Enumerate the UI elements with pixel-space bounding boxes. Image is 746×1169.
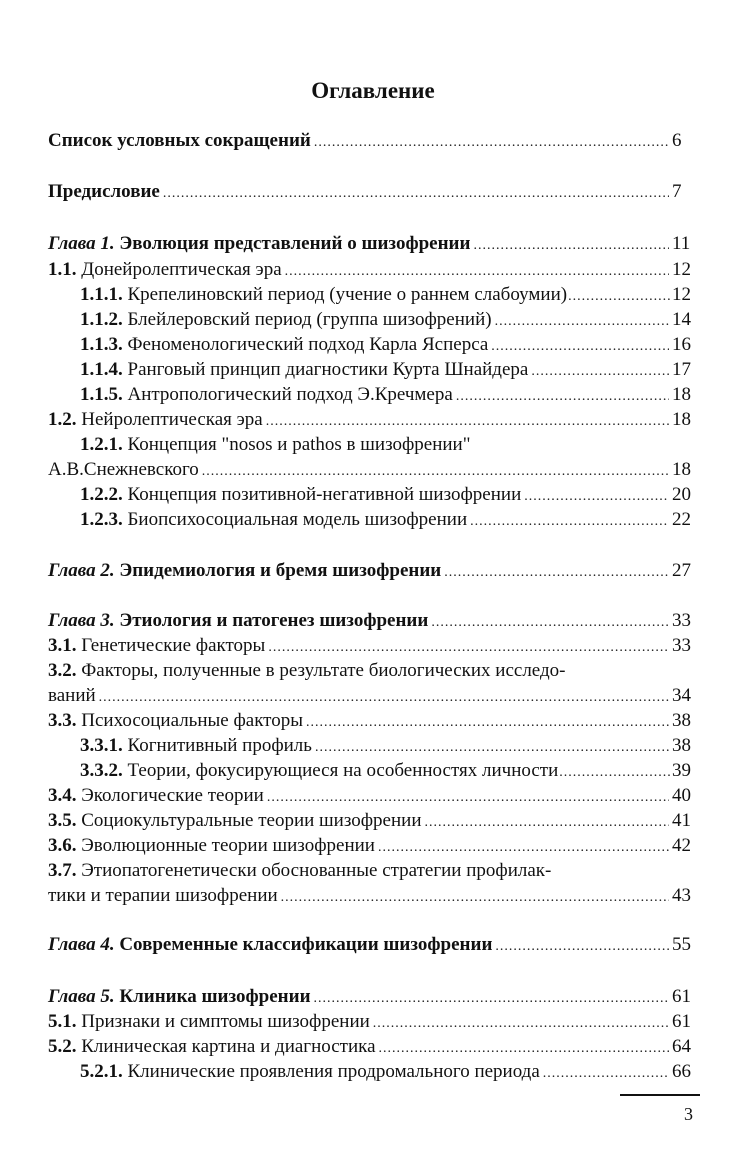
toc-entry xyxy=(48,785,698,811)
toc-page-number: 16 xyxy=(672,334,691,355)
toc-entry xyxy=(48,1036,698,1062)
toc-label: Донейролептическая эра xyxy=(81,259,282,280)
toc-entry xyxy=(80,359,698,385)
toc-page-number: 61 xyxy=(672,986,691,1007)
toc-entry xyxy=(48,409,698,435)
toc-label: Нейролептическая эра xyxy=(81,409,263,430)
toc-entry xyxy=(48,810,698,836)
toc-label: Эволюция представлений о шизофрении xyxy=(119,233,471,254)
toc-label: Список условных сокращений xyxy=(48,130,311,151)
toc-label: ваний xyxy=(48,685,96,706)
toc-label: Эпидемиология и бремя шизофрении xyxy=(119,560,442,581)
page-number: 3 xyxy=(684,1104,693,1124)
section-number: 1.1.3. xyxy=(80,334,123,355)
section-number: 1.2.2. xyxy=(80,484,123,505)
toc-label: Клиническая картина и диагностика xyxy=(81,1036,376,1057)
toc-label: Генетические факторы xyxy=(81,635,266,656)
toc-entry xyxy=(48,635,698,661)
toc-entry xyxy=(80,334,698,360)
toc-label: Экологические теории xyxy=(81,785,264,806)
section-number: 5.2. xyxy=(48,1036,77,1057)
toc-label: Блейлеровский период (группа шизофрений) xyxy=(127,309,492,330)
toc-label: Признаки и симптомы шизофрении xyxy=(81,1011,370,1032)
toc-label: Концепция "nosos и pathos в шизофрении" xyxy=(127,434,471,455)
toc-label: Предисловие xyxy=(48,181,160,202)
toc-entry xyxy=(80,384,698,410)
toc-label: Этиопатогенетически обоснованные стратегии профилак- xyxy=(81,860,552,881)
section-number: 3.3.2. xyxy=(80,760,123,781)
section-number: 1.2.1. xyxy=(80,434,123,455)
toc-page-number: 34 xyxy=(672,685,691,706)
toc-chapter-entry xyxy=(48,934,698,960)
page-title: Оглавление xyxy=(311,78,435,103)
toc-label: Современные классификации шизофрении xyxy=(119,934,493,955)
toc-entry xyxy=(48,181,698,207)
toc-label: А.В.Снежневского xyxy=(48,459,199,480)
toc-label: Психосоциальные факторы xyxy=(81,710,303,731)
section-number: 3.6. xyxy=(48,835,77,856)
toc-entry xyxy=(48,860,698,886)
toc-label: Крепелиновский период (учение о раннем слабоумии) xyxy=(127,284,568,305)
toc-page-number: 18 xyxy=(672,384,691,405)
toc-label: Социокультуральные теории шизофрении xyxy=(81,810,422,831)
toc-page-number: 38 xyxy=(672,710,691,731)
toc-label: Эволюционные теории шизофрении xyxy=(81,835,375,856)
toc-label: Когнитивный профиль xyxy=(127,735,312,756)
toc-page-number: 66 xyxy=(672,1061,691,1082)
toc-chapter-entry xyxy=(48,560,698,586)
toc-page-number: 22 xyxy=(672,509,691,530)
chapter-number: Глава 1. xyxy=(48,233,115,254)
toc-label: Теории, фокусирующиеся на особенностях личности xyxy=(127,760,559,781)
section-number: 1.1.1. xyxy=(80,284,123,305)
chapter-number: Глава 5. xyxy=(48,986,115,1007)
toc-page-number: 64 xyxy=(672,1036,691,1057)
toc-label: Клиника шизофрении xyxy=(119,986,311,1007)
toc-entry xyxy=(80,484,698,510)
toc-entry xyxy=(80,1061,698,1087)
toc-chapter-entry xyxy=(48,986,698,1012)
toc-page-number: 18 xyxy=(672,459,691,480)
toc-page-number: 12 xyxy=(672,259,691,280)
toc-label: Этиология и патогенез шизофрении xyxy=(119,610,429,631)
toc-label: тики и терапии шизофрении xyxy=(48,885,278,906)
toc-entry xyxy=(48,885,698,911)
toc-page-number: 55 xyxy=(672,934,691,955)
toc-page-number: 14 xyxy=(672,309,691,330)
toc-label: Антропологический подход Э.Кречмера xyxy=(127,384,453,405)
toc-entry xyxy=(48,710,698,736)
toc-entry xyxy=(48,685,698,711)
toc-entry xyxy=(80,309,698,335)
toc-entry xyxy=(80,760,698,786)
toc-page-number: 17 xyxy=(672,359,691,380)
toc-label: Ранговый принцип диагностики Курта Шнайдера xyxy=(127,359,529,380)
section-number: 1.1. xyxy=(48,259,77,280)
toc-entry xyxy=(48,259,698,285)
chapter-number: Глава 3. xyxy=(48,610,115,631)
toc-entry xyxy=(48,130,698,156)
toc-page-number: 27 xyxy=(672,560,691,581)
section-number: 3.3. xyxy=(48,710,77,731)
toc-page-number: 11 xyxy=(672,233,691,254)
toc-chapter-entry xyxy=(48,610,698,636)
toc-page-number: 43 xyxy=(672,885,691,906)
toc-page-number: 39 xyxy=(672,760,691,781)
toc-page-number: 38 xyxy=(672,735,691,756)
toc-entry xyxy=(80,434,698,460)
section-number: 1.2. xyxy=(48,409,77,430)
toc-entry xyxy=(80,735,698,761)
section-number: 3.1. xyxy=(48,635,77,656)
toc-label: Феноменологический подход Карла Ясперса xyxy=(127,334,489,355)
toc-page-number: 41 xyxy=(672,810,691,831)
toc-entry xyxy=(80,284,698,310)
toc-entry xyxy=(48,459,698,485)
toc-page-number: 33 xyxy=(672,610,691,631)
section-number: 1.1.2. xyxy=(80,309,123,330)
toc-page-number: 7 xyxy=(672,181,682,202)
toc-label: Биопсихосоциальная модель шизофрении xyxy=(127,509,468,530)
toc-chapter-entry xyxy=(48,233,698,259)
section-number: 1.1.5. xyxy=(80,384,123,405)
section-number: 3.3.1. xyxy=(80,735,123,756)
toc-label: Факторы, полученные в результате биологических исследо- xyxy=(81,660,566,681)
toc-page-number: 18 xyxy=(672,409,691,430)
section-number: 1.1.4. xyxy=(80,359,123,380)
section-number: 3.4. xyxy=(48,785,77,806)
section-number: 5.1. xyxy=(48,1011,77,1032)
toc-label: Клинические проявления продромального периода xyxy=(127,1061,540,1082)
section-number: 3.2. xyxy=(48,660,77,681)
toc-entry xyxy=(48,1011,698,1037)
section-number: 3.5. xyxy=(48,810,77,831)
toc-page-number: 33 xyxy=(672,635,691,656)
toc-page-number: 40 xyxy=(672,785,691,806)
toc-label: Концепция позитивной-негативной шизофрении xyxy=(127,484,522,505)
toc-page-number: 20 xyxy=(672,484,691,505)
toc-entry xyxy=(48,660,698,686)
toc-entry xyxy=(80,509,698,535)
chapter-number: Глава 4. xyxy=(48,934,115,955)
footer-rule xyxy=(620,1094,700,1096)
section-number: 3.7. xyxy=(48,860,77,881)
toc-entry xyxy=(48,835,698,861)
toc-page-number: 42 xyxy=(672,835,691,856)
chapter-number: Глава 2. xyxy=(48,560,115,581)
toc-page-number: 12 xyxy=(672,284,691,305)
section-number: 5.2.1. xyxy=(80,1061,123,1082)
section-number: 1.2.3. xyxy=(80,509,123,530)
toc-page-number: 61 xyxy=(672,1011,691,1032)
toc-page-number: 6 xyxy=(672,130,682,151)
